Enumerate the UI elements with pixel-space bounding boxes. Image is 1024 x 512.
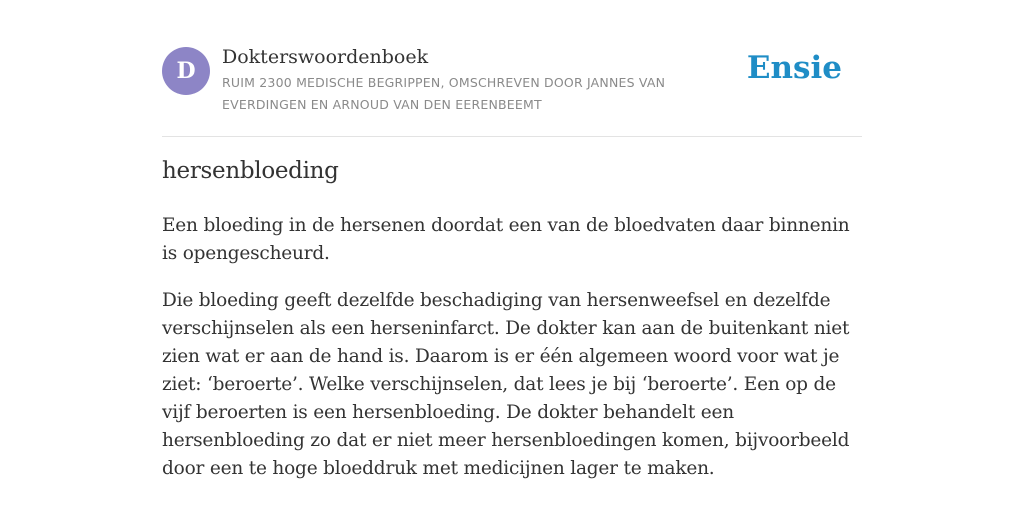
entry-paragraph: Die bloeding geeft dezelfde beschadiging van hersenweefsel en dezelfde verschijnselen als een herseninfarct. De dokter kan aan de buitenkant niet zien wat er aan de hand is. Daarom is er één algemeen woord voor wat je ziet: ‘beroerte’. Welke verschijnselen, dat lees je bij ‘beroerte’. Een op de vijf beroerten is een hersenbloeding. De dokter behandelt een hersenbloeding zo dat er niet meer hersenbloedingen komen, bijvoorbeeld door een te hoge bloeddruk met medicijnen lager te maken. (162, 290, 850, 479)
source-title[interactable]: Dokterswoordenboek (222, 46, 429, 68)
entry-title: hersenbloeding (162, 158, 339, 184)
source-avatar[interactable]: D (162, 47, 210, 95)
source-header (162, 44, 862, 137)
ensie-logo[interactable]: Ensie (746, 50, 842, 86)
entry-body (162, 212, 862, 502)
source-description: RUIM 2300 MEDISCHE BEGRIPPEN, OMSCHREVEN DOOR JANNES VAN EVERDINGEN EN ARNOUD VAN DEN EERENBEEMT (222, 75, 666, 112)
entry-paragraph: Een bloeding in de hersenen doordat een van de bloedvaten daar binnenin is opengescheurd. (162, 215, 850, 264)
